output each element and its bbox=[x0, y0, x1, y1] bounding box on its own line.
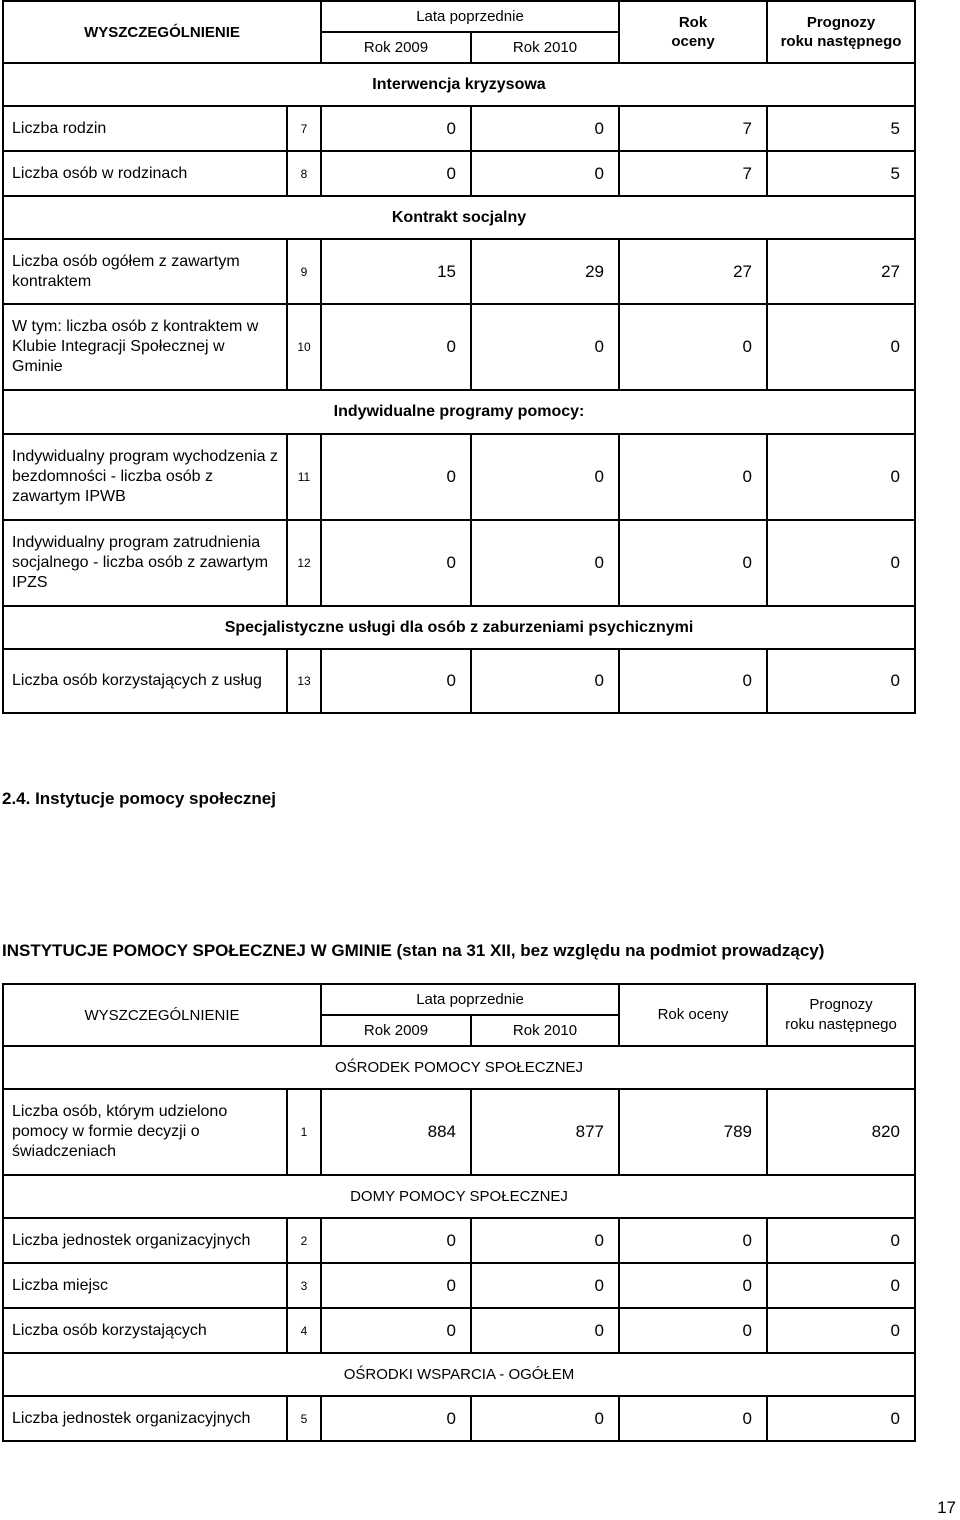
value-2010: 0 bbox=[471, 520, 619, 606]
section-heading: 2.4. Instytucje pomocy społecznej bbox=[2, 789, 276, 808]
table-row bbox=[3, 1218, 915, 1263]
table-row bbox=[3, 1396, 915, 1441]
row-label: Liczba osób korzystających bbox=[3, 1308, 287, 1353]
row-number: 10 bbox=[287, 304, 321, 390]
value-2009: 0 bbox=[321, 151, 471, 196]
value-forecast: 0 bbox=[767, 1218, 915, 1263]
value-2010: 0 bbox=[471, 1308, 619, 1353]
value-2009: 0 bbox=[321, 106, 471, 151]
value-2010: 0 bbox=[471, 106, 619, 151]
row-label: Indywidualny program zatrudnienia socjalnego - liczba osób z zawartym IPZS bbox=[3, 520, 287, 606]
row-number: 5 bbox=[287, 1396, 321, 1441]
value-assessment: 0 bbox=[619, 434, 767, 520]
page-number: 17 bbox=[937, 1498, 956, 1517]
table-row bbox=[3, 239, 915, 304]
value-2009: 0 bbox=[321, 520, 471, 606]
row-label: Liczba osób korzystających z usług bbox=[3, 649, 287, 713]
table-row bbox=[3, 649, 915, 713]
row-label: Liczba miejsc bbox=[3, 1263, 287, 1308]
table-row bbox=[3, 520, 915, 606]
row-label: Liczba osób, którym udzielono pomocy w formie decyzji o świadczeniach bbox=[3, 1089, 287, 1175]
value-forecast: 27 bbox=[767, 239, 915, 304]
value-forecast: 0 bbox=[767, 1308, 915, 1353]
value-2010: 0 bbox=[471, 1263, 619, 1308]
value-assessment: 7 bbox=[619, 151, 767, 196]
value-2009: 0 bbox=[321, 1263, 471, 1308]
value-assessment: 0 bbox=[619, 1396, 767, 1441]
table-row bbox=[3, 1308, 915, 1353]
section-title: Interwencja kryzysowa bbox=[3, 63, 915, 106]
row-number: 9 bbox=[287, 239, 321, 304]
value-2009: 0 bbox=[321, 1396, 471, 1441]
row-number: 1 bbox=[287, 1089, 321, 1175]
header-forecast: Prognozy roku następnego bbox=[767, 1, 915, 63]
header-description: WYSZCZEGÓLNIENIE bbox=[3, 1, 321, 63]
value-2009: 0 bbox=[321, 1308, 471, 1353]
value-assessment: 789 bbox=[619, 1089, 767, 1175]
row-label: W tym: liczba osób z kontraktem w Klubie Integracji Społecznej w Gminie bbox=[3, 304, 287, 390]
header-year-2009: Rok 2009 bbox=[321, 32, 471, 63]
value-2009: 0 bbox=[321, 649, 471, 713]
header-description: WYSZCZEGÓLNIENIE bbox=[3, 984, 321, 1046]
row-number: 4 bbox=[287, 1308, 321, 1353]
header-year-2010: Rok 2010 bbox=[471, 1015, 619, 1046]
row-label: Liczba rodzin bbox=[3, 106, 287, 151]
row-number: 11 bbox=[287, 434, 321, 520]
value-2009: 15 bbox=[321, 239, 471, 304]
institutions-title: INSTYTUCJE POMOCY SPOŁECZNEJ W GMINIE (stan na 31 XII, bez względu na podmiot prowadzący) bbox=[2, 941, 825, 960]
value-forecast: 0 bbox=[767, 1396, 915, 1441]
row-label: Liczba jednostek organizacyjnych bbox=[3, 1396, 287, 1441]
value-2010: 0 bbox=[471, 151, 619, 196]
table-row bbox=[3, 304, 915, 390]
value-2010: 877 bbox=[471, 1089, 619, 1175]
section-title: DOMY POMOCY SPOŁECZNEJ bbox=[3, 1175, 915, 1218]
row-number: 12 bbox=[287, 520, 321, 606]
value-2009: 884 bbox=[321, 1089, 471, 1175]
header-forecast: Prognozy roku następnego bbox=[767, 984, 915, 1046]
header-year-2009: Rok 2009 bbox=[321, 1015, 471, 1046]
row-label: Indywidualny program wychodzenia z bezdomności - liczba osób z zawartym IPWB bbox=[3, 434, 287, 520]
value-2010: 0 bbox=[471, 1218, 619, 1263]
table-row bbox=[3, 1263, 915, 1308]
value-2010: 0 bbox=[471, 434, 619, 520]
row-label: Liczba osób ogółem z zawartym kontraktem bbox=[3, 239, 287, 304]
value-forecast: 820 bbox=[767, 1089, 915, 1175]
value-assessment: 0 bbox=[619, 304, 767, 390]
header-previous-years: Lata poprzednie bbox=[321, 1, 619, 32]
value-2010: 29 bbox=[471, 239, 619, 304]
value-assessment: 0 bbox=[619, 1218, 767, 1263]
table-row bbox=[3, 434, 915, 520]
header-assessment-year: Rok oceny bbox=[619, 984, 767, 1046]
value-2010: 0 bbox=[471, 304, 619, 390]
value-assessment: 0 bbox=[619, 649, 767, 713]
section-title: Indywidualne programy pomocy: bbox=[3, 390, 915, 434]
value-2009: 0 bbox=[321, 1218, 471, 1263]
value-forecast: 5 bbox=[767, 151, 915, 196]
value-assessment: 0 bbox=[619, 520, 767, 606]
value-2009: 0 bbox=[321, 434, 471, 520]
value-assessment: 7 bbox=[619, 106, 767, 151]
value-2010: 0 bbox=[471, 1396, 619, 1441]
row-number: 8 bbox=[287, 151, 321, 196]
value-forecast: 0 bbox=[767, 304, 915, 390]
value-assessment: 27 bbox=[619, 239, 767, 304]
institutions-table bbox=[2, 983, 916, 1442]
section-title: OŚRODEK POMOCY SPOŁECZNEJ bbox=[3, 1046, 915, 1089]
value-assessment: 0 bbox=[619, 1263, 767, 1308]
value-2009: 0 bbox=[321, 304, 471, 390]
value-forecast: 0 bbox=[767, 649, 915, 713]
section-title: OŚRODKI WSPARCIA - OGÓŁEM bbox=[3, 1353, 915, 1396]
row-number: 2 bbox=[287, 1218, 321, 1263]
value-forecast: 5 bbox=[767, 106, 915, 151]
row-number: 13 bbox=[287, 649, 321, 713]
table-row bbox=[3, 1089, 915, 1175]
value-forecast: 0 bbox=[767, 434, 915, 520]
row-label: Liczba osób w rodzinach bbox=[3, 151, 287, 196]
header-year-2010: Rok 2010 bbox=[471, 32, 619, 63]
value-forecast: 0 bbox=[767, 520, 915, 606]
value-assessment: 0 bbox=[619, 1308, 767, 1353]
table-row bbox=[3, 106, 915, 151]
social-work-table bbox=[2, 0, 916, 714]
section-title: Specjalistyczne usługi dla osób z zaburzeniami psychicznymi bbox=[3, 606, 915, 649]
value-forecast: 0 bbox=[767, 1263, 915, 1308]
section-title: Kontrakt socjalny bbox=[3, 196, 915, 239]
value-2010: 0 bbox=[471, 649, 619, 713]
row-label: Liczba jednostek organizacyjnych bbox=[3, 1218, 287, 1263]
row-number: 7 bbox=[287, 106, 321, 151]
header-previous-years: Lata poprzednie bbox=[321, 984, 619, 1015]
header-assessment-year: Rok oceny bbox=[619, 1, 767, 63]
row-number: 3 bbox=[287, 1263, 321, 1308]
table-row bbox=[3, 151, 915, 196]
